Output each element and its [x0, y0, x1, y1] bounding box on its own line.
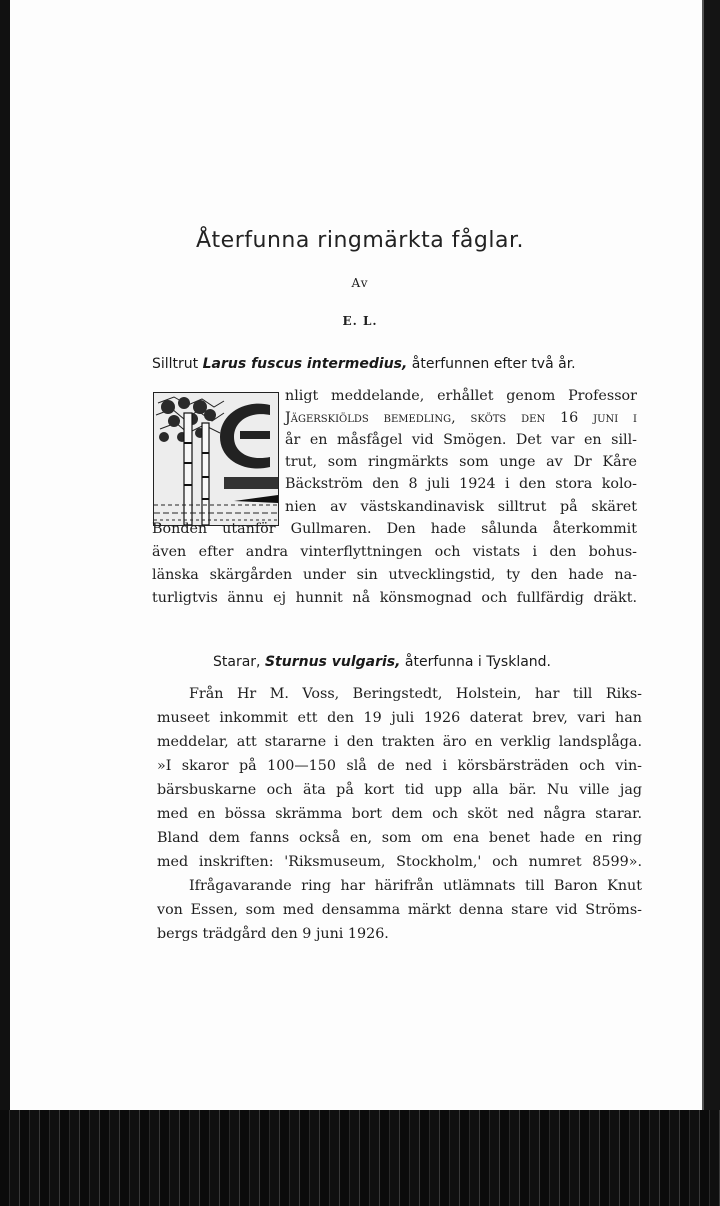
- paragraph-line: Bäckström den 8 juli 1924 i den stora kolo-: [285, 476, 637, 492]
- byline: Av: [351, 276, 369, 290]
- paragraph-line: med inskriften: 'Riksmuseum, Stockholm,' och numret 8599».: [157, 854, 642, 870]
- heading-text: återfunna i Tyskland.: [400, 654, 552, 670]
- scan-left-edge: [0, 0, 10, 1110]
- scan-bottom-band: [0, 1110, 720, 1206]
- paragraph-line: även efter andra vinterflyttningen och vistats i den bohus-: [152, 544, 637, 560]
- paragraph-line: meddelar, att stararne i den trakten äro en verklig landsplåga.: [157, 734, 642, 750]
- heading-text: Silltrut: [152, 356, 203, 372]
- paragraph-line: museet inkommit ett den 19 juli 1926 daterat brev, vari han: [157, 710, 642, 726]
- heading-text: återfunnen efter två år.: [407, 356, 576, 372]
- paragraph-line: Ifrågavarande ring har härifrån utlämnats till Baron Knut: [189, 878, 642, 894]
- birch-woodcut-illustration: [154, 393, 278, 525]
- paragraph-line: trut, som ringmärkts som unge av Dr Kåre: [285, 454, 637, 470]
- author: E. L.: [342, 314, 378, 328]
- paragraph-line: nligt meddelande, erhållet genom Professor: [285, 388, 637, 404]
- paragraph-line: »I skaror på 100—150 slå de ned i körsbärsträden och vin-: [157, 758, 642, 774]
- paragraph-line: bergs trädgård den 9 juni 1926.: [157, 926, 389, 942]
- paragraph-line: bärsbuskarne och äta på kort tid upp alla bär. Nu ville jag: [157, 782, 642, 798]
- paragraph-line: år en måsfågel vid Smögen. Det var en sill-: [285, 432, 637, 448]
- species-name: Larus fuscus intermedius,: [202, 356, 408, 372]
- paragraph-line: länska skärgården under sin utvecklingstid, ty den hade na-: [152, 567, 637, 583]
- heading-text: Starar,: [213, 654, 265, 670]
- paragraph-line: med en bössa skrämma bort dem och sköt ned några starar.: [157, 806, 642, 822]
- section-heading-starar: [213, 654, 551, 670]
- paragraph-line: Från Hr M. Voss, Beringstedt, Holstein, har till Riks-: [189, 686, 642, 702]
- section-heading-silltrut: [152, 356, 576, 372]
- article-title: Återfunna ringmärkta fåglar.: [196, 228, 524, 253]
- paragraph-line: nien av västskandinavisk silltrut på skäret: [285, 499, 637, 515]
- paragraph-line: Jägerskiölds bemedling, sköts den 16 juni i: [285, 410, 637, 426]
- scan-right-edge: [704, 0, 720, 1206]
- paragraph-line: Bonden utanför Gullmaren. Den hade sålunda återkommit: [152, 521, 637, 537]
- paragraph-line: turligtvis ännu ej hunnit nå könsmognad och fullfärdig dräkt.: [152, 590, 637, 606]
- paragraph-line: Bland dem fanns också en, som om ena benet hade en ring: [157, 830, 642, 846]
- paragraph-line: von Essen, som med densamma märkt denna stare vid Ströms-: [157, 902, 642, 918]
- decorated-initial: [153, 392, 279, 526]
- species-name: Sturnus vulgaris,: [264, 654, 401, 670]
